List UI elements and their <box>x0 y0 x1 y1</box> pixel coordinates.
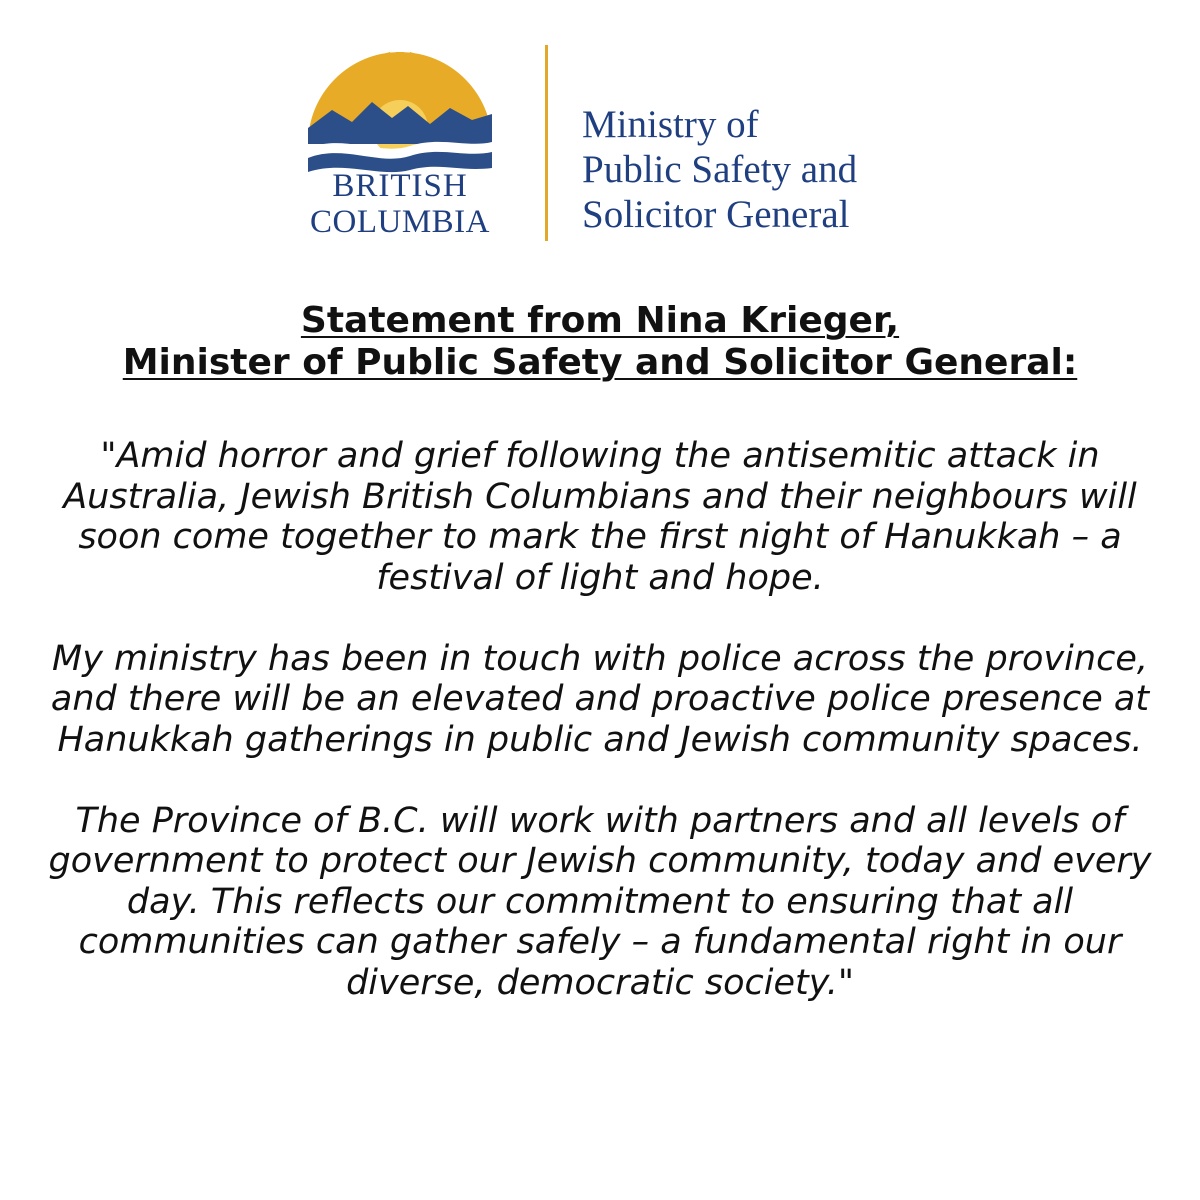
statement-paragraph-2: My ministry has been in touch with police across the province, and there will be an elevated and proactive police presence at Hanukkah gatherings in public and Jewish community spaces. <box>50 638 1150 760</box>
title-line-1: Statement from Nina Krieger, <box>300 300 900 341</box>
header <box>0 40 1200 250</box>
title-line-2: Minister of Public Safety and Solicitor General: <box>122 342 1078 383</box>
ministry-line-3: Solicitor General <box>582 193 850 236</box>
statement-paragraph-3: The Province of B.C. will work with partners and all levels of government to protect our Jewish community, today and every day. This reflects our commitment to ensuring that all communities can gather safely – a fundamental right in our diverse, democratic society." <box>48 800 1152 1003</box>
logo-divider <box>545 45 548 241</box>
ministry-line-2: Public Safety and <box>582 148 858 191</box>
ministry-line-1: Ministry of <box>582 103 759 146</box>
ministry-name <box>582 102 857 237</box>
bc-wordmark <box>280 168 520 240</box>
statement-body <box>40 436 1160 1003</box>
statement-paragraph-1: "Amid horror and grief following the antisemitic attack in Australia, Jewish British Columbians and their neighbours will soon come together to mark the first night of Hanukkah – a festival of light and hope. <box>63 436 1137 598</box>
logo-line-1: BRITISH <box>332 168 468 204</box>
logo-line-2: COLUMBIA <box>309 204 490 240</box>
statement-title <box>0 300 1200 384</box>
bc-sun-mountains-logo <box>300 48 500 188</box>
